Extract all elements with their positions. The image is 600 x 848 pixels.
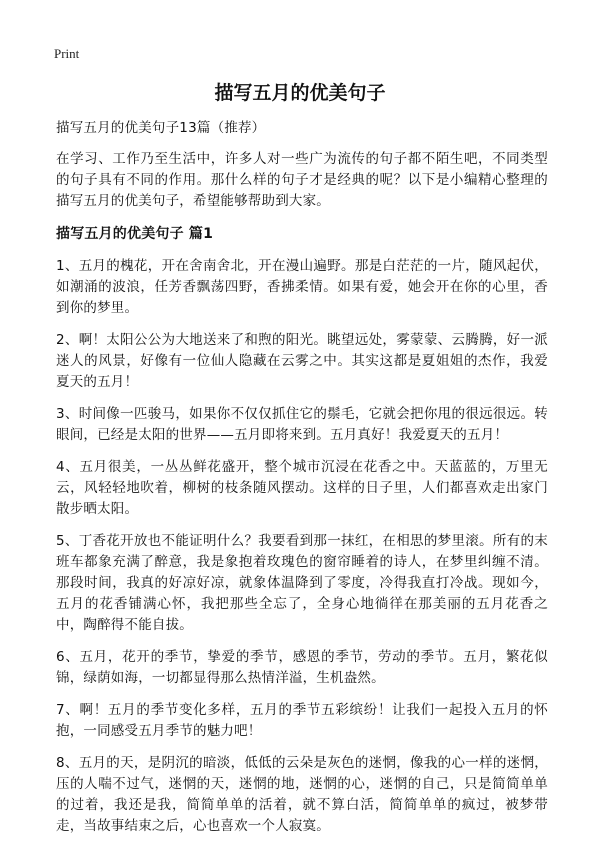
paragraph-6: 6、五月，花开的季节，挚爱的季节，感恩的季节，劳动的季节。五月，繁花似锦，绿荫如海，一切都显得那么热情洋溢，生机盎然。 bbox=[56, 649, 548, 686]
paragraph-8: 8、五月的天，是阴沉的暗淡，低低的云朵是灰色的迷惘，像我的心一样的迷惘，压的人喘不过气，迷惘的天，迷惘的地，迷惘的心，迷惘的自己，只是简简单单的过着，我还是我，简简单单的活着，就不算白活，简简单单的疯过，被梦带走，当故事结束之后，心也喜欢一个人寂寞。 bbox=[56, 755, 548, 834]
section-heading: 描写五月的优美句子 篇1 bbox=[56, 226, 214, 242]
paragraph-3: 3、时间像一匹骏马，如果你不仅仅抓住它的鬃毛，它就会把你甩的很远很远。转眼间，已经是太阳的世界——五月即将来到。五月真好！我爱夏天的五月！ bbox=[56, 406, 548, 443]
page-title: 描写五月的优美句子 bbox=[214, 82, 386, 104]
print-link[interactable]: Print bbox=[54, 46, 80, 61]
paragraph-4: 4、五月很美，一丛丛鲜花盛开，整个城市沉浸在花香之中。天蓝蓝的，万里无云，风轻轻地吹着，柳树的枝条随风摆动。这样的日子里，人们都喜欢走出家门散步晒太阳。 bbox=[56, 459, 548, 517]
subtitle: 描写五月的优美句子13篇（推荐） bbox=[56, 120, 266, 136]
intro-paragraph: 在学习、工作乃至生活中，许多人对一些广为流传的句子都不陌生吧，不同类型的句子具有不同的作用。那什么样的句子才是经典的呢？以下是小编精心整理的描写五月的优美句子，希望能够帮助到大家。 bbox=[56, 151, 548, 209]
paragraph-5: 5、丁香花开放也不能证明什么？我要看到那一抹红，在相思的梦里滚。所有的末班车都象充满了醉意，我是象抱着玫瑰色的窗帘睡着的诗人，在梦里纠缠不清。那段时间，我真的好凉好凉，就象体温降到了零度，冷得我直打冷战。现如今，五月的花香铺满心怀，我把那些全忘了，全身心地徜徉在那美丽的五月花香之中，陶醉得不能自拔。 bbox=[56, 533, 548, 633]
document-body bbox=[56, 118, 548, 848]
paragraph-7: 7、啊！五月的季节变化多样，五月的季节五彩缤纷！让我们一起投入五月的怀抱，一同感受五月季节的魅力吧！ bbox=[56, 702, 548, 739]
paragraph-2: 2、啊！太阳公公为大地送来了和煦的阳光。眺望远处，雾蒙蒙、云腾腾，好一派迷人的风景，好像有一位仙人隐藏在云雾之中。其实这都是夏姐姐的杰作，我爱夏天的五月！ bbox=[56, 332, 548, 390]
paragraph-1: 1、五月的槐花，开在舍南舍北，开在漫山遍野。那是白茫茫的一片，随风起伏，如潮涌的波浪，任芳香飘荡四野，香拂柔情。如果有爱，她会开在你的心里，香到你的梦里。 bbox=[56, 258, 548, 316]
